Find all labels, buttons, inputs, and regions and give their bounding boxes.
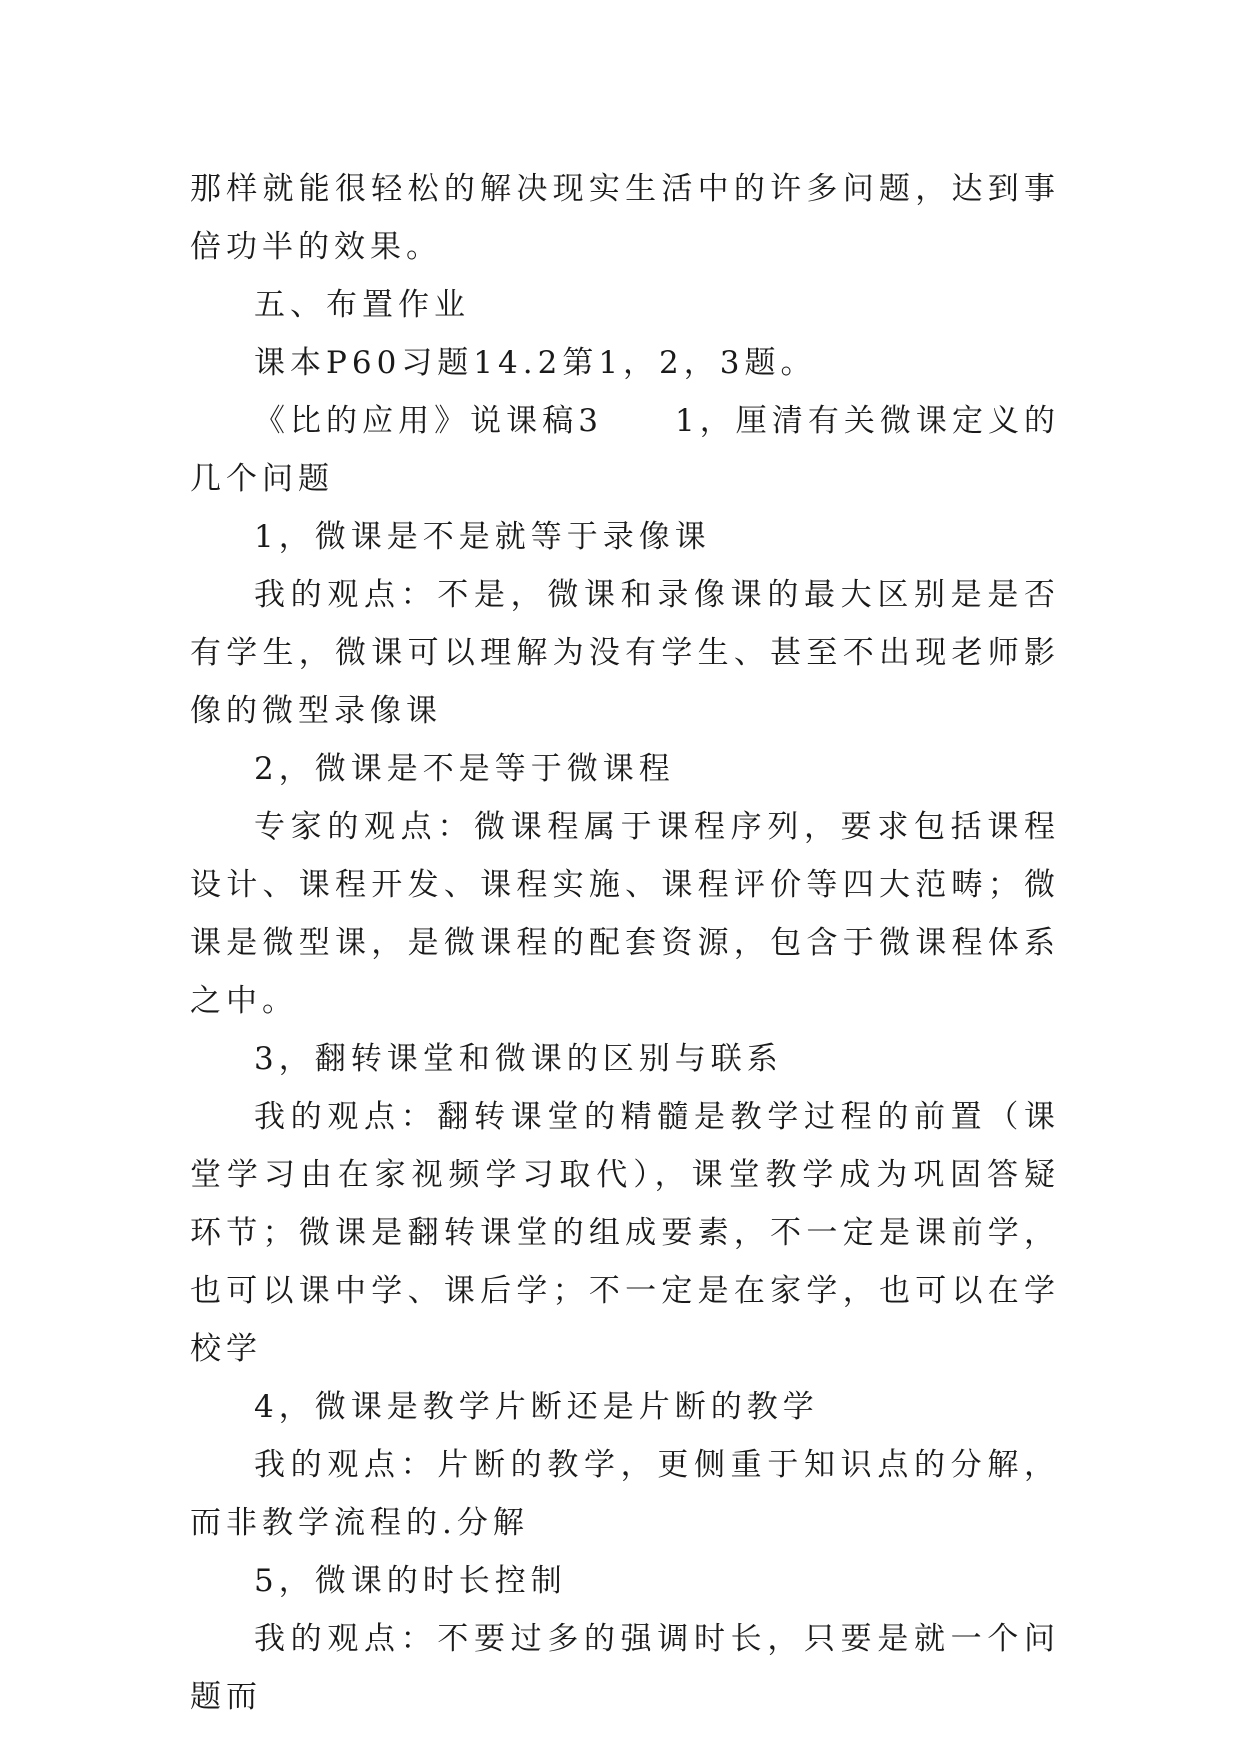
answer-2: 专家的观点：微课程属于课程序列，要求包括课程设计、课程开发、课程实施、课程评价等四大范畴；微课是微型课，是微课程的配套资源，包含于微课程体系之中。 — [190, 809, 1060, 1019]
section-heading-homework: 五、布置作业 — [254, 287, 470, 323]
paragraph-homework-detail: 课本P60习题14.2第1，2，3题。 — [254, 345, 817, 381]
question-1: 1，微课是不是就等于录像课 — [254, 519, 711, 555]
answer-1: 我的观点：不是，微课和录像课的最大区别是是否有学生，微课可以理解为没有学生、甚至不出现老师影像的微型录像课 — [190, 577, 1060, 729]
answer-4: 我的观点：片断的教学，更侧重于知识点的分解，而非教学流程的.分解 — [190, 1447, 1060, 1541]
answer-3: 我的观点：翻转课堂的精髓是教学过程的前置（课堂学习由在家视频学习取代），课堂教学成为巩固答疑环节；微课是翻转课堂的组成要素，不一定是课前学，也可以课中学、课后学；不一定是在家学，也可以在学校学 — [190, 1099, 1060, 1367]
document-body — [190, 160, 1060, 1726]
question-3: 3，翻转课堂和微课的区别与联系 — [254, 1041, 783, 1077]
paragraph-title-and-question-1: 《比的应用》说课稿3 1，厘清有关微课定义的几个问题 — [190, 403, 1060, 497]
question-5: 5，微课的时长控制 — [254, 1563, 567, 1599]
answer-5: 我的观点：不要过多的强调时长，只要是就一个问题而 — [190, 1621, 1060, 1715]
question-2: 2，微课是不是等于微课程 — [254, 751, 675, 787]
question-4: 4，微课是教学片断还是片断的教学 — [254, 1389, 819, 1425]
paragraph-continuation: 那样就能很轻松的解决现实生活中的许多问题，达到事倍功半的效果。 — [190, 171, 1060, 265]
